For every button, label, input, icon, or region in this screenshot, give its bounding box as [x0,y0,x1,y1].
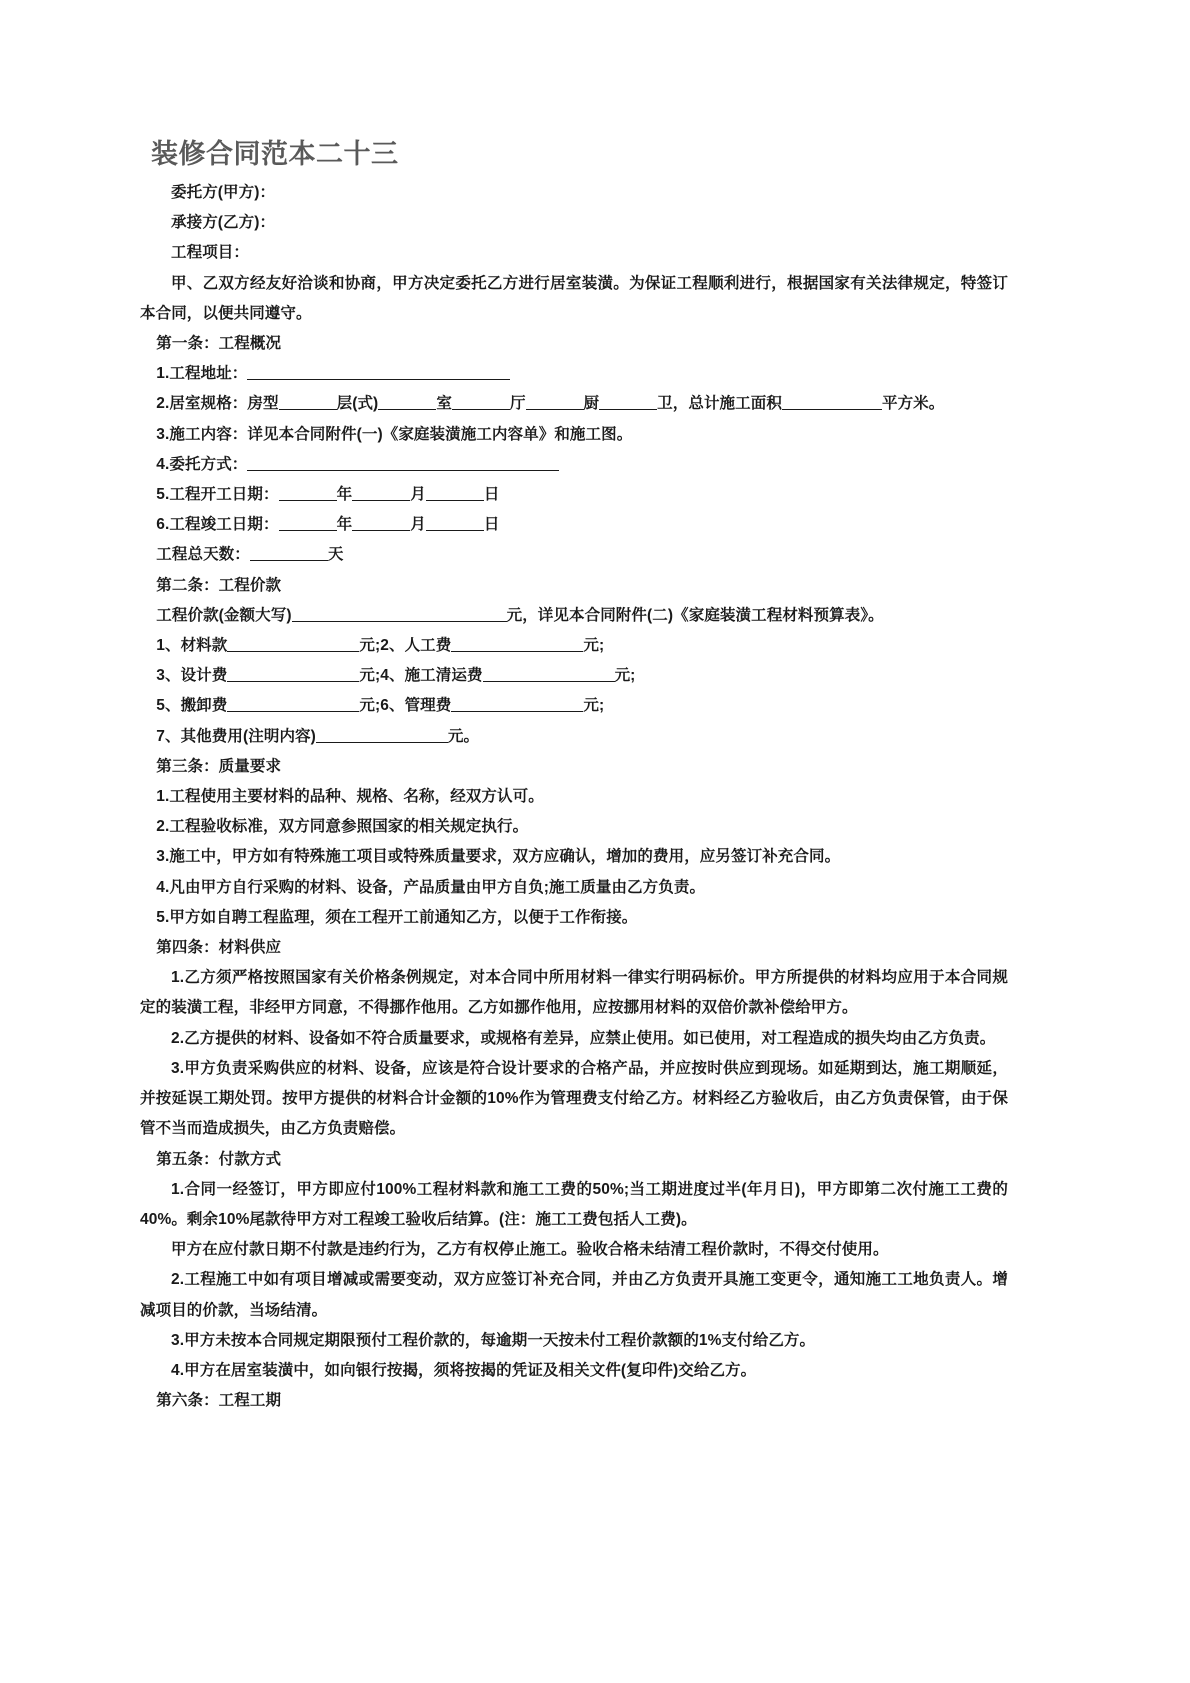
labor-fee-blank[interactable] [451,636,583,652]
article-4-item-1: 1.乙方须严格按照国家有关价格条例规定，对本合同中所用材料一律实行明码标价。甲方所提供的材料均应用于本合同规定的装潢工程，非经甲方同意，不得挪作他用。乙方如挪作他用，应按挪用材料的双倍价款补偿给甲方。 [140,969,1008,1017]
client-party-label: 委托方(甲方)： [171,184,276,201]
article-4-heading: 第四条：材料供应 [156,939,282,957]
finish-year-unit: 年 [336,516,353,534]
room-spec-label: 2.居室规格：房型 [156,395,279,413]
hall-unit-label: 厅 [509,395,526,413]
article-1-total-days [140,540,1008,570]
finish-month-unit: 月 [410,516,426,534]
price-amount-blank[interactable] [292,606,507,622]
entrust-method-blank[interactable] [247,455,559,471]
article-3-heading: 第三条：质量要求 [156,757,282,775]
finish-year-blank[interactable] [279,515,337,531]
article-1-item-2 [140,389,1008,419]
total-days-label: 工程总天数： [156,546,250,564]
article-1-item-1 [140,359,1008,389]
total-days-blank[interactable] [250,545,328,561]
handling-fee-label: 5、搬卸费 [156,697,228,715]
total-area-blank[interactable] [782,394,882,410]
cleanup-fee-blank[interactable] [483,666,615,682]
article-2-fee-row-3 [140,691,1008,721]
article-5-item-2: 2.工程施工中如有项目增减或需要变动，双方应签订补充合同，并由乙方负责开具施工变更令，通知施工工地负责人。增减项目的价款，当场结清。 [140,1271,1008,1319]
start-year-unit: 年 [336,486,353,504]
article-1-item-4 [140,450,1008,480]
page-title: 装修合同范本二十三 [151,139,399,169]
management-fee-label: 元;6、管理费 [359,697,452,715]
other-fee-blank[interactable] [316,727,448,743]
article-1-heading: 第一条：工程概况 [156,335,282,353]
article-3-item-3: 3.施工中，甲方如有特殊施工项目或特殊质量要求，双方应确认，增加的费用，应另签订补充合同。 [156,848,841,866]
article-3-item-5: 5.甲方如自聘工程监理，须在工程开工前通知乙方，以便于工作衔接。 [156,908,638,926]
article-3-item-2: 2.工程验收标准，双方同意参照国家的相关规定执行。 [156,818,529,836]
article-5-item-1: 1.合同一经签订，甲方即应付100%工程材料款和施工工费的50%;当工期进度过半(年月日)，甲方即第二次付施工工费的40%。剩余10%尾款待甲方对工程竣工验收后结算。(注：施工工费包括人工费)。 [140,1180,1008,1228]
finish-day-blank[interactable] [426,515,484,531]
material-fee-blank[interactable] [227,636,359,652]
article-2-heading: 第二条：工程价款 [156,576,282,594]
cleanup-fee-label: 元;4、施工清运费 [359,667,483,685]
article-5-item-3: 3.甲方未按本合同规定期限预付工程价款的，每逾期一天按未付工程价款额的1%支付给乙方。 [171,1331,816,1349]
kitchen-unit-label: 厨 [583,395,600,413]
room-unit-label: 室 [436,395,452,413]
management-fee-blank[interactable] [451,696,583,712]
article-1-item-5 [140,480,1008,510]
entrust-method-label: 4.委托方式： [156,455,248,473]
article-5-item-4: 4.甲方在居室装潢中，如向银行按揭，须将按揭的凭证及相关文件(复印件)交给乙方。 [171,1361,757,1379]
price-amount-label: 工程价款(金额大写) [156,606,292,624]
preamble-paragraph: 甲、乙双方经友好洽谈和协商，甲方决定委托乙方进行居室装潢。为保证工程顺利进行，根据国家有关法律规定，特签订本合同，以便共同遵守。 [140,274,1008,322]
floor-unit-label: 层(式) [336,395,379,413]
article-6-heading: 第六条：工程工期 [156,1392,282,1410]
fee-row-3-unit: 元; [583,697,605,715]
work-address-label: 1.工程地址： [156,365,248,383]
total-days-unit: 天 [327,546,344,564]
work-address-blank[interactable] [247,364,510,380]
bath-count-blank[interactable] [599,394,657,410]
room-count-blank[interactable] [378,394,436,410]
start-day-blank[interactable] [426,485,484,501]
article-4-item-3: 3.甲方负责采购供应的材料、设备，应该是符合设计要求的合格产品，并应按时供应到现场。如延期到达，施工期顺延，并按延误工期处罚。按甲方提供的材料合计金额的10%作为管理费支付给乙方。材料经乙方验收后，由乙方负责保管，由于保管不当而造成损失，由乙方负责赔偿。 [140,1059,1008,1138]
article-4-item-2: 2.乙方提供的材料、设备如不符合质量要求，或规格有差异，应禁止使用。如已使用，对工程造成的损失均由乙方负责。 [171,1029,996,1047]
start-year-blank[interactable] [279,485,337,501]
handling-fee-blank[interactable] [227,696,359,712]
hall-count-blank[interactable] [452,394,510,410]
article-3-item-4: 4.凡由甲方自行采购的材料、设备，产品质量由甲方自负;施工质量由乙方负责。 [156,878,706,896]
contractor-party-label: 承接方(乙方)： [171,214,276,232]
article-1-item-6 [140,510,1008,540]
fee-row-4-unit: 元。 [447,727,480,745]
design-fee-label: 3、设计费 [156,667,228,685]
article-2-fee-row-2 [140,661,1008,691]
article-2-fee-row-4 [140,722,1008,752]
total-area-label: 卫，总计施工面积 [657,395,782,413]
area-unit-label: 平方米。 [881,395,945,413]
material-fee-label: 1、材料款 [156,637,228,655]
article-2-price [140,601,1008,631]
fee-row-2-unit: 元; [614,667,636,685]
design-fee-blank[interactable] [227,666,359,682]
article-5-item-1-note: 甲方在应付款日期不付款是违约行为，乙方有权停止施工。验收合格未结清工程价款时，不得交付使用。 [171,1241,889,1259]
fee-row-1-unit: 元; [583,637,605,655]
price-amount-suffix: 元，详见本合同附件(二)《家庭装潢工程材料预算表》。 [506,606,884,624]
project-label: 工程项目： [171,244,250,262]
labor-fee-label: 元;2、人工费 [359,637,452,655]
article-5-heading: 第五条：付款方式 [156,1150,282,1168]
article-1-item-3: 3.施工内容：详见本合同附件(一)《家庭装潢施工内容单》和施工图。 [156,425,633,443]
article-2-fee-row-1 [140,631,1008,661]
start-month-blank[interactable] [352,485,410,501]
finish-month-blank[interactable] [352,515,410,531]
room-floor-blank[interactable] [279,394,337,410]
start-day-unit: 日 [483,486,500,504]
kitchen-count-blank[interactable] [526,394,584,410]
finish-day-unit: 日 [483,516,500,534]
article-3-item-1: 1.工程使用主要材料的品种、规格、名称，经双方认可。 [156,788,544,806]
start-date-label: 5.工程开工日期： [156,486,279,504]
finish-date-label: 6.工程竣工日期： [156,516,279,534]
document-body [140,134,1008,1416]
other-fee-label: 7、其他费用(注明内容) [156,727,316,745]
start-month-unit: 月 [410,486,426,504]
